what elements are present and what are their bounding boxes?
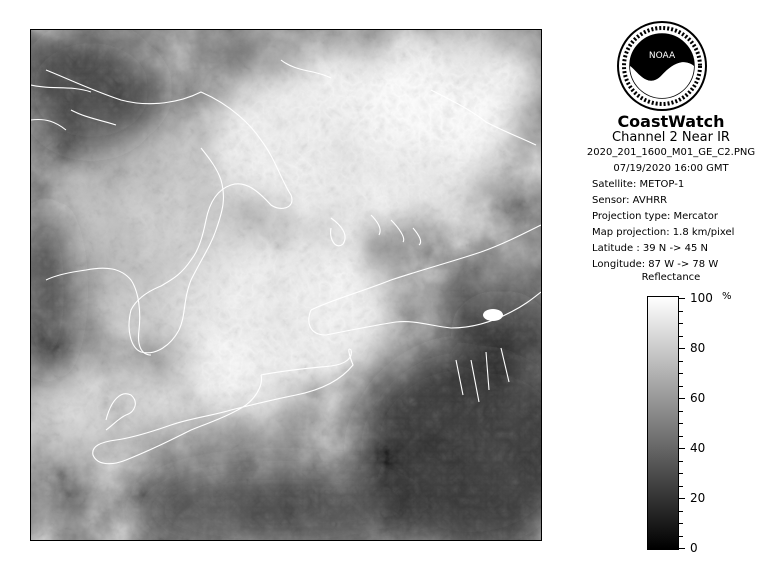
scale-tick	[679, 473, 683, 474]
logo-text: NOAA	[648, 51, 676, 61]
satellite-label: Satellite: METOP-1	[592, 179, 685, 190]
scale-tick	[679, 336, 683, 337]
projection-type-label: Projection type: Mercator	[592, 211, 718, 222]
scale-tick	[679, 498, 685, 499]
cloud-patch	[483, 309, 503, 321]
scale-label: 80	[690, 341, 706, 355]
scale-tick	[679, 436, 683, 437]
satellite-map	[30, 29, 542, 541]
scale-label: 100	[690, 291, 713, 305]
scale-tick	[679, 323, 683, 324]
scale-label: 0	[690, 541, 698, 555]
reflectance-colorbar	[647, 296, 679, 550]
scale-tick	[679, 373, 683, 374]
product-title: CoastWatch	[617, 112, 725, 131]
scale-unit: %	[722, 291, 732, 302]
scale-tick	[679, 361, 683, 362]
scale-tick	[679, 536, 683, 537]
scale-tick	[679, 548, 685, 549]
scale-title: Reflectance	[641, 272, 701, 283]
product-datetime: 07/19/2020 16:00 GMT	[613, 163, 729, 174]
scale-tick	[679, 398, 685, 399]
scale-tick	[679, 386, 683, 387]
noaa-logo	[616, 20, 708, 112]
scale-tick	[679, 461, 683, 462]
sensor-label: Sensor: AVHRR	[592, 195, 668, 206]
scale-tick	[679, 511, 683, 512]
product-subtitle: Channel 2 Near IR	[612, 130, 730, 145]
scale-label: 40	[690, 441, 706, 455]
longitude-label: Longitude: 87 W -> 78 W	[592, 259, 719, 270]
scale-tick	[679, 486, 683, 487]
map-projection-label: Map projection: 1.8 km/pixel	[592, 227, 735, 238]
scale-tick	[679, 423, 683, 424]
scale-tick	[679, 348, 685, 349]
scale-tick	[679, 298, 685, 299]
map-image	[31, 30, 541, 540]
scale-tick	[679, 311, 683, 312]
scale-label: 60	[690, 391, 706, 405]
scale-label: 20	[690, 491, 706, 505]
noaa-seal-icon	[616, 20, 708, 112]
latitude-label: Latitude : 39 N -> 45 N	[592, 243, 708, 254]
scale-tick	[679, 523, 683, 524]
product-filename: 2020_201_1600_M01_GE_C2.PNG	[586, 147, 756, 158]
scale-tick	[679, 411, 683, 412]
scale-tick	[679, 448, 685, 449]
